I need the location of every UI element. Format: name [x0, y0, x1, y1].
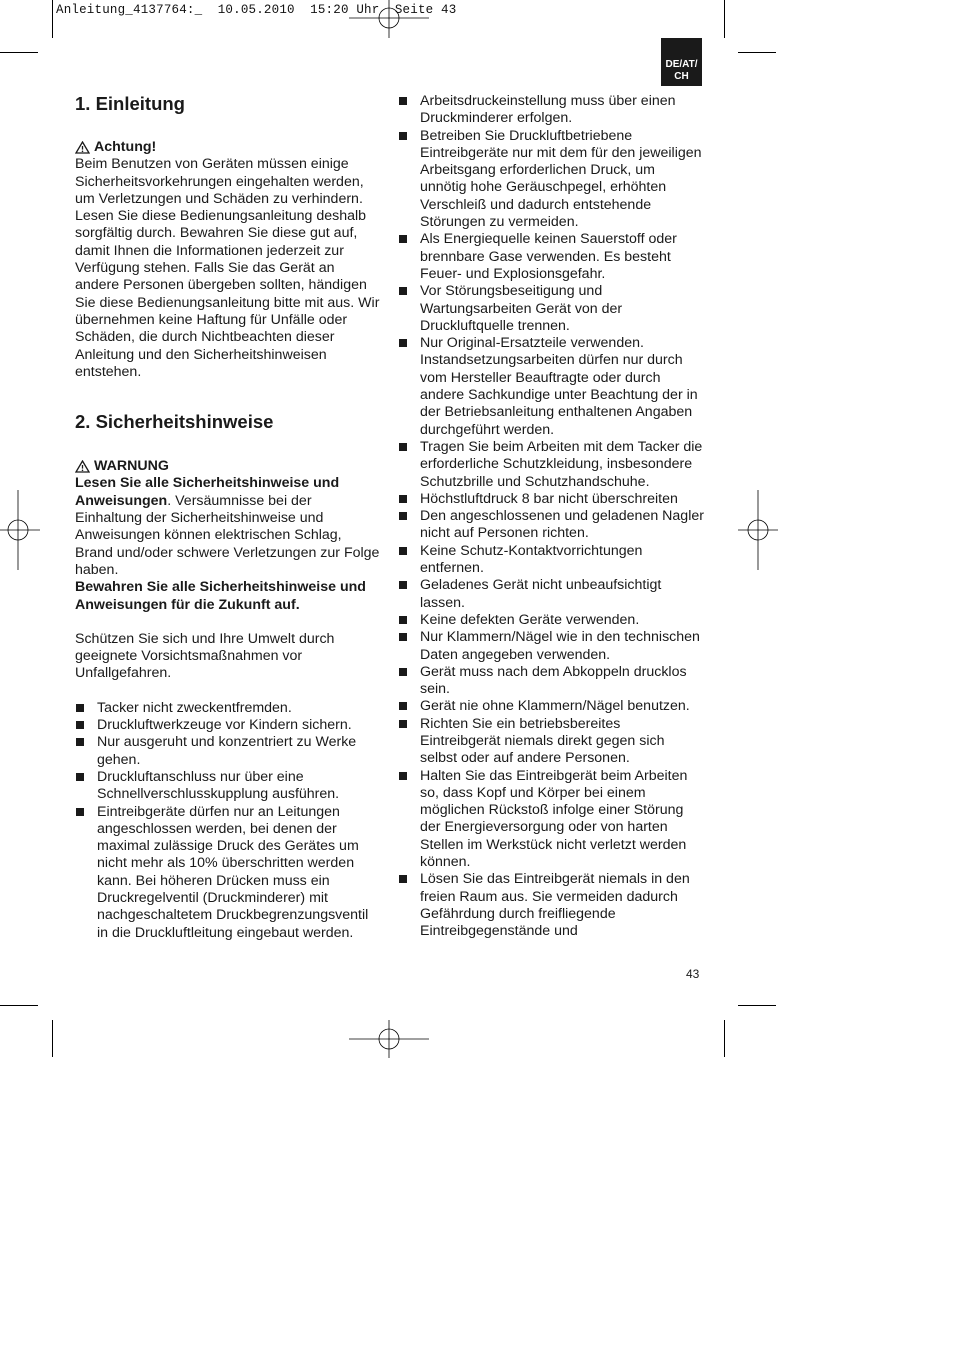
- list-item: Halten Sie das Eintreibgerät beim Arbeiten so, dass Kopf und Körper bei einem möglichen Rückstoß infolge einer Störung der Energieversorgung oder von harten Stellen im Werkstück nicht verletzt werden können.: [398, 768, 704, 872]
- list-item: Druckluftanschluss nur über eine Schnellverschlusskupplung ausführen.: [75, 769, 380, 804]
- list-item: Gerät nie ohne Klammern/Nägel benutzen.: [398, 698, 704, 715]
- list-item: Keine defekten Geräte verwenden.: [398, 612, 704, 629]
- page-number: 43: [686, 967, 700, 981]
- crop-mark: [52, 1020, 53, 1057]
- list-item: Keine Schutz-Kontaktvorrichtungen entfernen.: [398, 543, 704, 578]
- list-item: Nur Klammern/Nägel wie in den technischen Daten angegeben verwenden.: [398, 629, 704, 664]
- crop-mark: [724, 1020, 725, 1057]
- list-item: Tragen Sie beim Arbeiten mit dem Tacker die erforderliche Schutzkleidung, insbesondere Schutzbrille und Schutzhandschuhe.: [398, 439, 704, 491]
- language-badge: [661, 38, 702, 86]
- list-item: Höchstluftdruck 8 bar nicht überschreiten: [398, 491, 704, 508]
- right-column: [398, 93, 704, 941]
- list-item: Richten Sie ein betriebsbereites Eintreibgerät niemals direkt gegen sich selbst oder auf andere Personen.: [398, 716, 704, 768]
- list-item: Betreiben Sie Druckluftbetriebene Eintreibgeräte nur mit dem für den jeweiligen Arbeitsgang erforderlichen Druck, um unnötig hohe Geräuschpegel, erhöhten Verschleiß und dadurch entstehende Störungen zu vermeiden.: [398, 128, 704, 232]
- registration-mark-icon: [0, 490, 40, 570]
- list-item: Druckluftwerkzeuge vor Kindern sichern.: [75, 717, 380, 734]
- crop-mark: [738, 52, 776, 53]
- list-item: Arbeitsdruckeinstellung muss über einen Druckminderer erfolgen.: [398, 93, 704, 128]
- warning-label: WARNUNG: [75, 458, 380, 475]
- crop-mark: [738, 1005, 776, 1006]
- warning-triangle-icon: [75, 460, 90, 473]
- list-item: Vor Störungsbeseitigung und Wartungsarbeiten Gerät von der Druckluftquelle trennen.: [398, 283, 704, 335]
- list-item: Gerät muss nach dem Abkoppeln drucklos sein.: [398, 664, 704, 699]
- left-column: [75, 92, 380, 942]
- warning-paragraph: Lesen Sie alle Sicherheitshinweise und Anweisungen. Versäumnisse bei der Einhaltung der Sicherheitshinweise und Anweisungen können elektrischen Schlag, Brand und/oder schwere Verletzungen zur Folge haben.: [75, 475, 380, 578]
- list-item: Nur Original-Ersatzteile verwenden. Instandsetzungsarbeiten dürfen nur durch vom Hersteller Beauftragte oder durch andere Sachkundige unter Beachtung der in der Betriebsanleitung enthaltenen Angaben durchgeführt werden.: [398, 335, 704, 439]
- list-item: Lösen Sie das Eintreibgerät niemals in den freien Raum aus. Sie vermeiden dadurch Gefährdung durch freifliegende Eintreibgegenstände und: [398, 871, 704, 940]
- registration-mark-icon: [349, 0, 429, 40]
- list-item: Den angeschlossenen und geladenen Nagler nicht auf Personen richten.: [398, 508, 704, 543]
- right-bullet-list: [398, 93, 704, 941]
- list-item: Geladenes Gerät nicht unbeaufsichtigt lassen.: [398, 577, 704, 612]
- section-heading-sicherheitshinweise: 2. Sicherheitshinweise: [75, 411, 274, 433]
- intro-paragraph: Beim Benutzen von Geräten müssen einige Sicherheitsvorkehrungen eingehalten werden, um Verletzungen und Schäden zu verhindern. Lesen Sie diese Bedienungsanleitung deshalb sorgfältig durch. Bewahren Sie diese gut auf, damit Ihnen die Informationen jederzeit zur Verfügung stehen. Falls Sie das Gerät an andere Personen übergeben sollten, händigen Sie diese Bedienungsanleitung bitte mit aus. Wir übernehmen keine Haftung für Unfälle oder Schäden, die durch Nichtbeachten dieser Anleitung und den Sicherheitshinweisen entstehen.: [75, 156, 380, 380]
- language-badge-line: DE/AT/: [665, 59, 698, 70]
- registration-mark-icon: [349, 1020, 429, 1060]
- registration-mark-icon: [738, 490, 778, 570]
- crop-mark: [52, 0, 53, 38]
- keep-instructions-note: Bewahren Sie alle Sicherheitshinweise und Anweisungen für die Zukunft auf.: [75, 579, 366, 613]
- printer-slug: Anleitung_4137764:_ 10.05.2010 15:20 Uhr Seite 43: [56, 3, 457, 17]
- section-heading-einleitung: 1. Einleitung: [75, 93, 185, 114]
- list-item: Als Energiequelle keinen Sauerstoff oder brennbare Gase verwenden. Es besteht Feuer- und Explosionsgefahr.: [398, 231, 704, 283]
- list-item: Nur ausgeruht und konzentriert zu Werke gehen.: [75, 734, 380, 769]
- warning-triangle-icon: [75, 141, 90, 154]
- list-item: Eintreibgeräte dürfen nur an Leitungen angeschlossen werden, bei denen der maximal zulässige Druck des Gerätes um nicht mehr als 10% überschritten werden kann. Bei höheren Drücken muss ein Druckregelventil (Druckminderer) mit nachgeschaltetem Druckbegrenzungsventil in die Druckluftleitung eingebaut werden.: [75, 804, 380, 942]
- crop-mark: [0, 52, 38, 53]
- caution-label: Achtung!: [75, 139, 380, 156]
- language-badge-line: CH: [674, 71, 689, 82]
- left-bullet-list: [75, 700, 380, 942]
- crop-mark: [724, 0, 725, 38]
- crop-mark: [0, 1005, 38, 1006]
- list-item: Tacker nicht zweckentfremden.: [75, 700, 380, 717]
- protect-paragraph: Schützen Sie sich und Ihre Umwelt durch geeignete Vorsichtsmaßnahmen vor Unfallgefahren.: [75, 630, 335, 682]
